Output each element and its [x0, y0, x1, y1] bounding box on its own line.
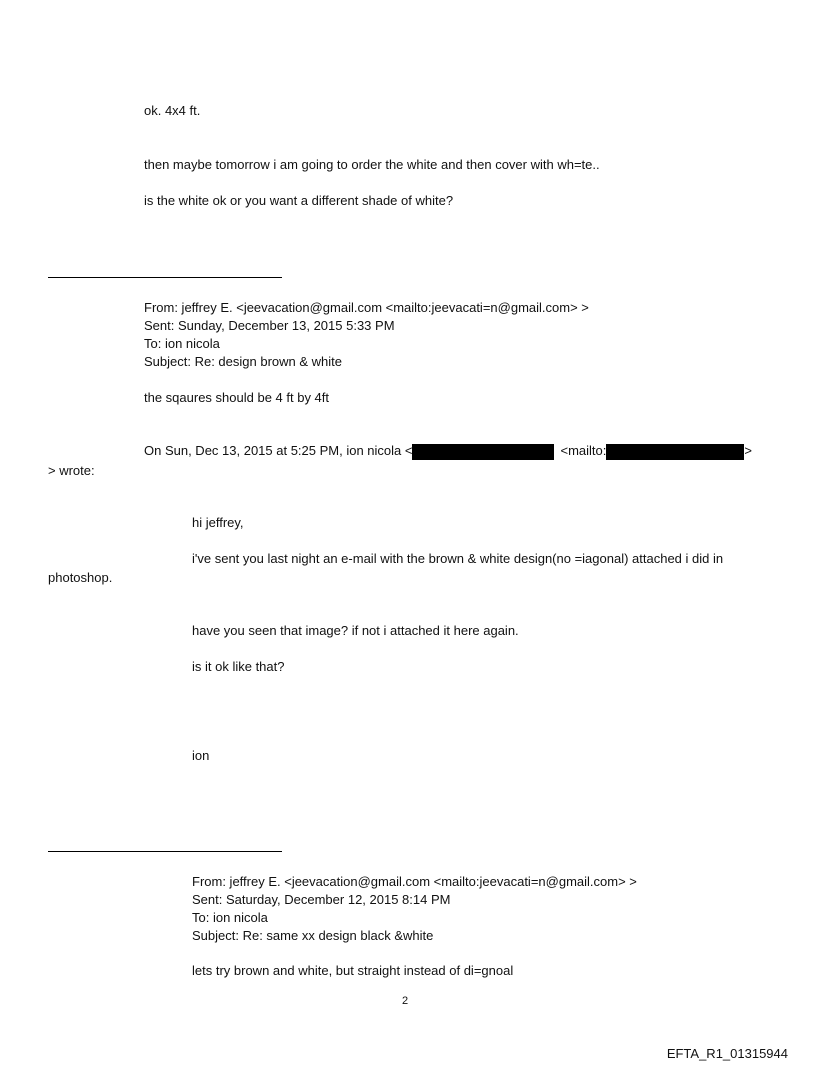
separator-rule-2: [48, 851, 282, 852]
message-greeting: hi jeffrey,: [192, 515, 244, 530]
email-body: the sqaures should be 4 ft by 4ft: [144, 390, 330, 405]
document-id: EFTA_R1_01315944: [666, 1046, 788, 1061]
quote-wrote: > wrote:: [48, 463, 95, 478]
redaction-block: [412, 444, 554, 460]
message-paragraph-1-wrap: photoshop.: [48, 570, 113, 585]
email-from: From: jeffrey E. <jeevacation@gmail.com <mailto:jeevacati=n@gmail.com> >: [144, 300, 589, 315]
separator-rule-1: [48, 277, 282, 278]
redaction-block: [606, 444, 744, 460]
quote-mailto: <mailto:: [560, 443, 607, 458]
email-sent: Sent: Sunday, December 13, 2015 5:33 PM: [144, 318, 395, 333]
email-subject: Subject: Re: same xx design black &white: [192, 928, 434, 943]
quote-close: >: [744, 443, 752, 458]
message-paragraph-3: is it ok like that?: [192, 659, 285, 674]
email-to: To: ion nicola: [144, 336, 220, 351]
email-from: From: jeffrey E. <jeevacation@gmail.com <mailto:jeevacati=n@gmail.com> >: [192, 874, 637, 889]
email-subject: Subject: Re: design brown & white: [144, 354, 342, 369]
line-shade-question: is the white ok or you want a different shade of white?: [144, 193, 454, 208]
message-signature: ion: [192, 748, 210, 763]
message-paragraph-1: i've sent you last night an e-mail with the brown & white design(no =iagonal) attached i did in: [192, 551, 724, 566]
quote-attribution: [144, 443, 752, 460]
line-ok-size: ok. 4x4 ft.: [144, 103, 201, 118]
page-number: 2: [402, 995, 409, 1007]
email-body: lets try brown and white, but straight instead of di=gnoal: [192, 963, 514, 978]
line-order-white: then maybe tomorrow i am going to order the white and then cover with wh=te..: [144, 157, 600, 172]
quote-prefix: On Sun, Dec 13, 2015 at 5:25 PM, ion nicola <: [144, 443, 413, 458]
email-to: To: ion nicola: [192, 910, 268, 925]
message-paragraph-2: have you seen that image? if not i attached it here again.: [192, 623, 519, 638]
email-sent: Sent: Saturday, December 12, 2015 8:14 PM: [192, 892, 451, 907]
